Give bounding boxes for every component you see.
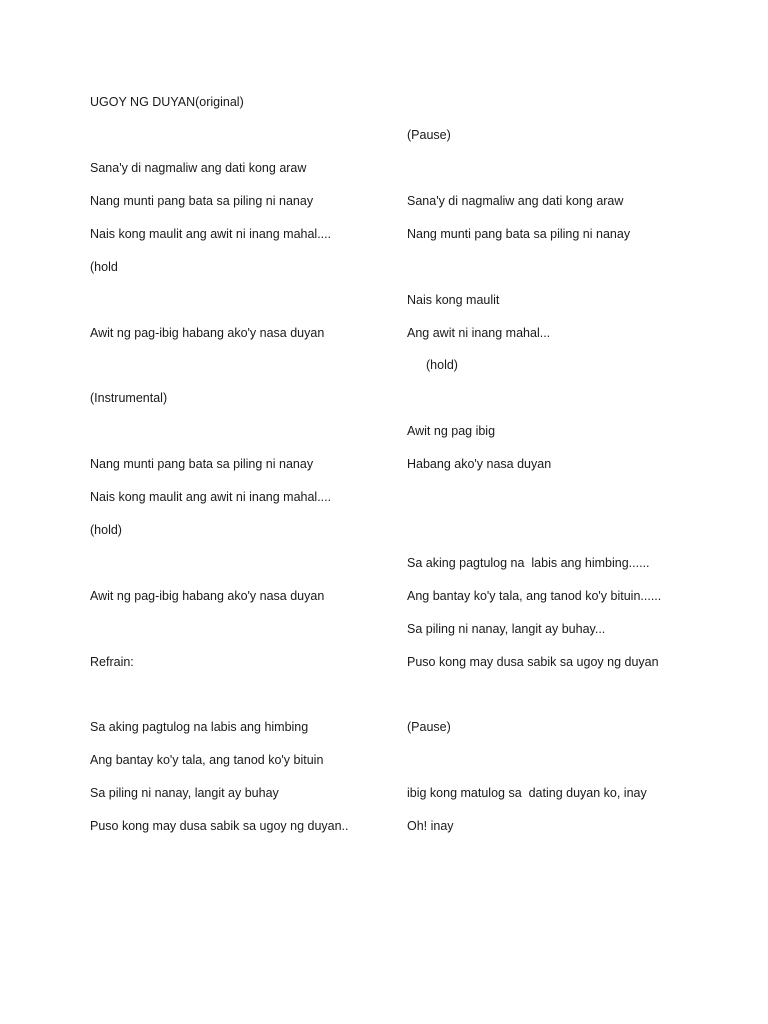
left-line-6: (Instrumental) (90, 391, 168, 405)
left-line-12: Sa aking pagtulog na labis ang himbing (90, 720, 309, 734)
left-line-9: (hold) (90, 523, 122, 537)
left-line-10: Awit ng pag-ibig habang ako'y nasa duyan (90, 589, 325, 603)
left-line-15: Puso kong may dusa sabik sa ugoy ng duyan.. (90, 819, 349, 833)
left-line-3: Nais kong maulit ang awit ni inang mahal.... (90, 227, 332, 241)
right-line-1: (Pause) (407, 128, 451, 142)
right-line-13: (Pause) (407, 720, 451, 734)
right-line-2: Sana'y di nagmaliw ang dati kong araw (407, 194, 624, 208)
right-line-6: (hold) (426, 358, 458, 372)
right-line-4: Nais kong maulit (407, 293, 500, 307)
right-line-7: Awit ng pag ibig (407, 424, 496, 438)
right-line-12: Puso kong may dusa sabik sa ugoy ng duyan (407, 655, 659, 669)
right-line-8: Habang ako'y nasa duyan (407, 457, 552, 471)
left-line-1: Sana'y di nagmaliw ang dati kong araw (90, 161, 307, 175)
left-line-8: Nais kong maulit ang awit ni inang mahal.... (90, 490, 332, 504)
left-line-14: Sa piling ni nanay, langit ay buhay (90, 786, 279, 800)
left-line-11: Refrain: (90, 655, 134, 669)
right-line-9: Sa aking pagtulog na labis ang himbing...... (407, 556, 650, 570)
right-line-14: ibig kong matulog sa dating duyan ko, inay (407, 786, 647, 800)
left-line-13: Ang bantay ko'y tala, ang tanod ko'y bituin (90, 753, 324, 767)
left-line-7: Nang munti pang bata sa piling ni nanay (90, 457, 314, 471)
left-line-4: (hold (90, 260, 118, 274)
right-line-10: Ang bantay ko'y tala, ang tanod ko'y bituin...... (407, 589, 662, 603)
right-line-15: Oh! inay (407, 819, 454, 833)
right-line-11: Sa piling ni nanay, langit ay buhay... (407, 622, 606, 636)
left-line-5: Awit ng pag-ibig habang ako'y nasa duyan (90, 326, 325, 340)
left-line-2: Nang munti pang bata sa piling ni nanay (90, 194, 314, 208)
right-line-3: Nang munti pang bata sa piling ni nanay (407, 227, 631, 241)
right-line-5: Ang awit ni inang mahal... (407, 326, 551, 340)
song-title: UGOY NG DUYAN(original) (90, 95, 244, 109)
